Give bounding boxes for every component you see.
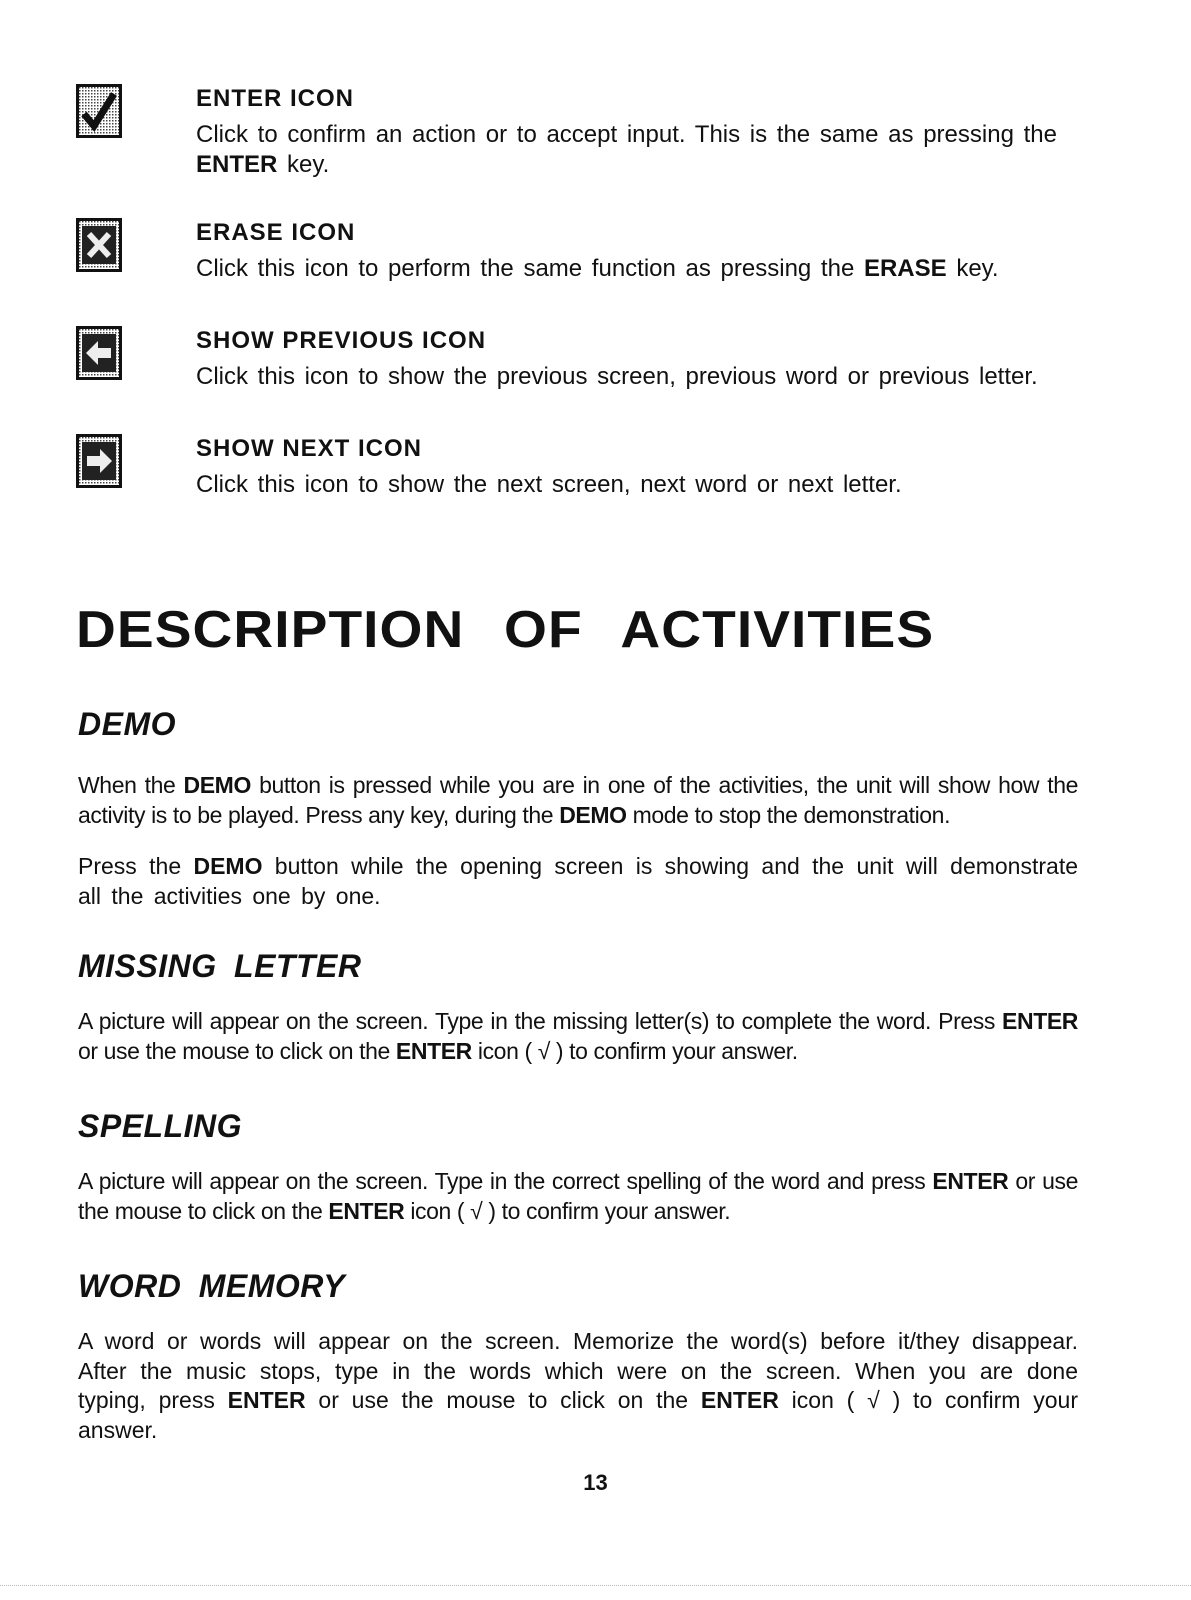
enter-icon-title: ENTER ICON	[196, 85, 355, 112]
section-title-demo: DEMO	[78, 706, 176, 742]
spelling-section	[78, 1108, 1078, 1226]
enter-icon-description: Click to confirm an action or to accept input. This is the same as pressing the ENTER key.	[196, 121, 1057, 178]
show-previous-icon-title: SHOW PREVIOUS ICON	[196, 327, 487, 354]
erase-icon-title: ERASE ICON	[196, 219, 356, 246]
right-arrow-icon	[76, 434, 122, 488]
word-memory-paragraph: A word or words will appear on the screen. Memorize the word(s) before it/they disappear. After the music stops, type in the words which were on the screen. When you are done typing, press ENTER or use the mouse to click on the ENTER icon ( √ ) to confirm your answer.	[78, 1328, 1078, 1443]
section-title-word-memory: WORD MEMORY	[78, 1268, 346, 1304]
missing-letter-paragraph: A picture will appear on the screen. Type in the missing letter(s) to complete the word. Press ENTER or use the mouse to click on the ENTER icon ( √ ) to confirm your answer.	[78, 1008, 1078, 1064]
demo-paragraph-2: Press the DEMO button while the opening screen is showing and the unit will demonstrate all the activities one by one.	[78, 853, 1078, 909]
page-number: 13	[583, 1470, 608, 1495]
show-next-icon-title: SHOW NEXT ICON	[196, 435, 423, 462]
section-title-missing-letter: MISSING LETTER	[78, 948, 362, 984]
left-arrow-icon	[76, 326, 122, 380]
erase-icon-description: Click this icon to perform the same function as pressing the ERASE key.	[196, 255, 999, 282]
demo-section	[78, 706, 1078, 911]
page-title: DESCRIPTION OF ACTIVITIES	[76, 601, 935, 659]
spelling-paragraph: A picture will appear on the screen. Type in the correct spelling of the word and press ENTER or use the mouse to click on the ENTER icon ( √ ) to confirm your answer.	[78, 1168, 1079, 1224]
demo-paragraph-1: When the DEMO button is pressed while you are in one of the activities, the unit will show how the activity is to be played. Press any key, during the DEMO mode to stop the demonstration.	[78, 772, 1078, 828]
checkmark-icon	[76, 84, 122, 138]
word-memory-section	[78, 1268, 1078, 1445]
show-previous-icon-description: Click this icon to show the previous screen, previous word or previous letter.	[196, 363, 1038, 390]
missing-letter-section	[78, 948, 1078, 1066]
x-erase-icon	[76, 218, 122, 272]
section-title-spelling: SPELLING	[78, 1108, 243, 1144]
scan-edge-divider	[0, 1585, 1191, 1586]
show-next-icon-description: Click this icon to show the next screen, next word or next letter.	[196, 471, 902, 498]
